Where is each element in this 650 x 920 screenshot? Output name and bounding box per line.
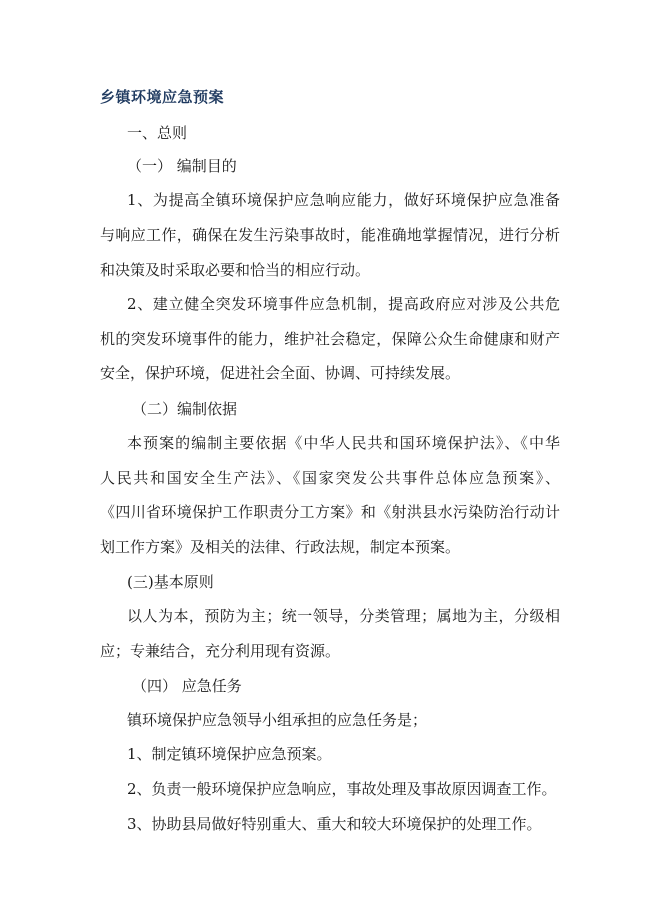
paragraph-line: 1、为提高全镇环境保护应急响应能力，做好环境保护应急准备 (127, 191, 560, 209)
subheading-tasks: （四） 应急任务 (132, 677, 242, 695)
task-item: 3、协助县局做好特别重大、重大和较大环境保护的处理工作。 (127, 815, 542, 833)
paragraph-line: 2、建立健全突发环境事件应急机制，提高政府应对涉及公共危 (127, 295, 560, 313)
paragraph-line: 应；专兼结合，充分利用现有资源。 (100, 642, 341, 660)
subheading-basis: （二）编制依据 (132, 400, 238, 418)
section-heading-general: 一、总则 (127, 124, 188, 142)
paragraph-line: 以人为本，预防为主；统一领导，分类管理；属地为主，分级相 (127, 607, 560, 625)
paragraph-line: 镇环境保护应急领导小组承担的应急任务是； (127, 711, 428, 729)
paragraph-line: 划工作方案》及相关的法律、行政法规，制定本预案。 (100, 538, 461, 556)
paragraph-line: 《四川省环境保护工作职责分工方案》和《射洪县水污染防治行动计 (100, 503, 560, 521)
paragraph-line: 和决策及时采取必要和恰当的相应行动。 (100, 261, 371, 279)
document-title: 乡镇环境应急预案 (100, 88, 225, 106)
subheading-principles: (三)基本原则 (127, 573, 214, 591)
paragraph-line: 人民共和国安全生产法》、《国家突发公共事件总体应急预案》、 (100, 469, 560, 487)
task-item: 1、制定镇环境保护应急预案。 (127, 745, 332, 763)
task-item: 2、负责一般环境保护应急响应，事故处理及事故原因调查工作。 (127, 780, 557, 798)
subheading-purpose: （一） 编制目的 (127, 157, 237, 175)
paragraph-line: 安全，保护环境，促进社会全面、协调、可持续发展。 (100, 364, 461, 382)
paragraph-line: 本预案的编制主要依据《中华人民共和国环境保护法》、《中华 (127, 434, 560, 452)
paragraph-line: 机的突发环境事件的能力，维护社会稳定，保障公众生命健康和财产 (100, 330, 560, 348)
paragraph-line: 与响应工作，确保在发生污染事故时，能准确地掌握情况，进行分析 (100, 226, 560, 244)
